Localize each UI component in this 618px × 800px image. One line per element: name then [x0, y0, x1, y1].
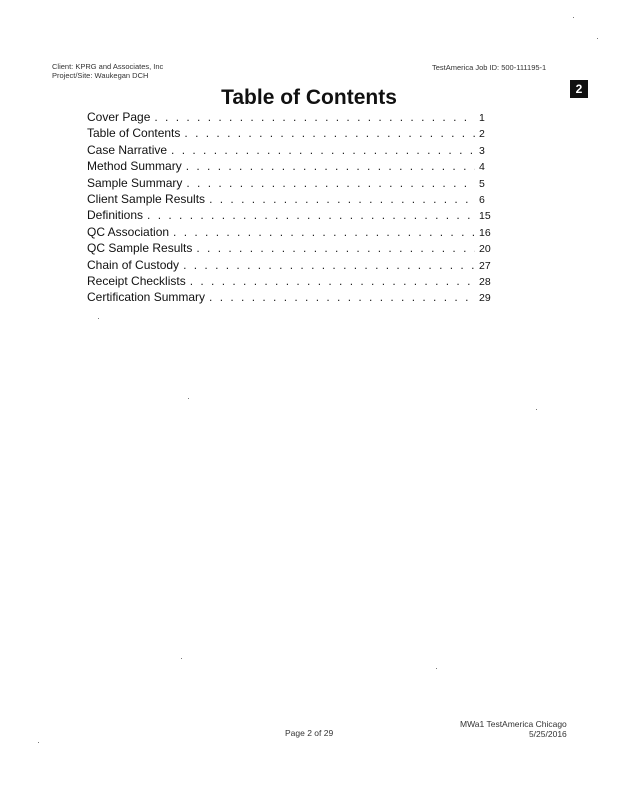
toc-entry-page: 28: [479, 275, 491, 288]
lab-name-line: [460, 719, 567, 729]
toc-entry-page: 4: [479, 161, 485, 174]
toc-entry[interactable]: [87, 208, 503, 224]
toc-entry-label: Definitions: [87, 208, 144, 223]
toc-entry-page: 5: [479, 177, 485, 190]
dot-leader: [184, 126, 475, 140]
scan-speck: [536, 409, 537, 410]
toc-entry-label: Method Summary: [87, 159, 182, 174]
toc-entry[interactable]: [87, 290, 503, 306]
dot-leader: [171, 143, 475, 157]
toc-entry-page: 1: [479, 112, 485, 124]
dot-leader: [209, 290, 475, 304]
toc-entry-label: Case Narrative: [87, 142, 168, 157]
dot-leader: [196, 241, 475, 255]
toc-entry-page: 29: [479, 292, 491, 305]
toc-entry[interactable]: [87, 176, 503, 192]
scan-speck: [181, 658, 182, 659]
toc-entry-page: 16: [479, 226, 491, 239]
toc-entry-page: 27: [479, 259, 491, 272]
scan-speck: [573, 17, 574, 18]
lab-prefix: MWa1: [460, 719, 485, 729]
dot-leader: [147, 208, 475, 222]
dot-leader: [209, 192, 475, 206]
toc-entry-page: 15: [479, 210, 491, 223]
toc-entry[interactable]: [87, 274, 503, 290]
dot-leader: [154, 110, 475, 124]
job-id: TestAmerica Job ID: 500-111195-1: [432, 63, 547, 72]
report-date: 5/25/2016: [528, 729, 567, 739]
toc-entry-label: QC Association: [87, 224, 170, 239]
toc-entry[interactable]: [87, 159, 503, 175]
scan-speck: [597, 38, 598, 39]
client-line: Client: KPRG and Associates, Inc: [52, 62, 164, 71]
toc-entry-label: Sample Summary: [87, 175, 183, 190]
scan-speck: [98, 318, 99, 319]
scan-speck: [436, 668, 437, 669]
toc-entry[interactable]: [87, 110, 503, 126]
toc-entry[interactable]: [87, 241, 503, 257]
toc-entry-page: 2: [479, 128, 485, 141]
toc-entry-label: Table of Contents: [87, 126, 181, 141]
toc-entry-label: Chain of Custody: [87, 257, 180, 272]
toc-entry-label: Cover Page: [87, 110, 151, 124]
toc-entry-page: 3: [479, 144, 485, 157]
toc-entry-page: 6: [479, 193, 485, 206]
dot-leader: [186, 176, 475, 190]
toc-entry[interactable]: [87, 225, 503, 241]
scan-speck: [38, 742, 39, 743]
scan-speck: [188, 398, 189, 399]
dot-leader: [183, 258, 475, 272]
dot-leader: [190, 274, 475, 288]
table-of-contents: [87, 110, 503, 307]
dot-leader: [173, 225, 475, 239]
toc-entry[interactable]: [87, 192, 503, 208]
project-line: Project/Site: Waukegan DCH: [52, 71, 149, 80]
dot-leader: [186, 159, 475, 173]
toc-entry-label: Client Sample Results: [87, 191, 206, 206]
lab-name: TestAmerica Chicago: [486, 719, 567, 729]
lab-footer: [460, 719, 567, 739]
toc-entry-label: QC Sample Results: [87, 241, 193, 256]
client-project-info: [52, 62, 163, 80]
toc-entry-page: 20: [479, 243, 491, 256]
toc-entry-label: Receipt Checklists: [87, 273, 186, 288]
toc-entry[interactable]: [87, 143, 503, 159]
toc-entry-label: Certification Summary: [87, 290, 206, 305]
section-tab-badge: 2: [570, 80, 588, 98]
page-title: Table of Contents: [221, 86, 397, 109]
toc-entry[interactable]: [87, 258, 503, 274]
toc-entry[interactable]: [87, 126, 503, 142]
page-indicator: Page 2 of 29: [285, 728, 334, 738]
